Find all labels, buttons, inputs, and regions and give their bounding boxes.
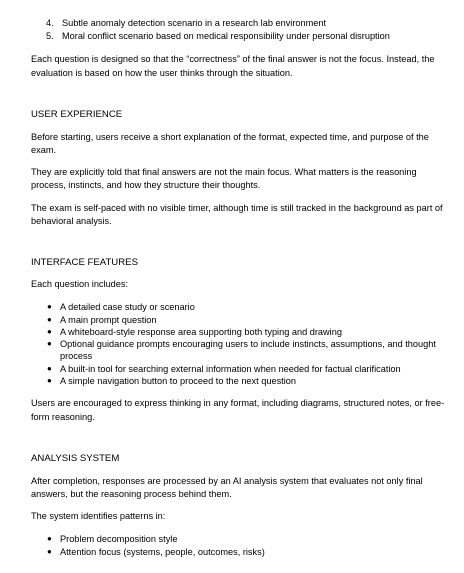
list-item-text: Moral conflict scenario based on medical responsibility under personal disruption: [62, 31, 390, 42]
intro-paragraph: Each question is designed so that the “correctness” of the final answer is not the focus. Instead, the evaluation is based on how the user thinks through the situation.: [31, 54, 435, 78]
bullet-icon: ●: [47, 314, 52, 324]
list-item: ● A main prompt question: [47, 314, 157, 325]
bullet-icon: ●: [47, 546, 52, 556]
list-item: ● A detailed case study or scenario: [47, 302, 195, 313]
list-item: ● Attention focus (systems, people, outcomes, risks): [47, 546, 265, 557]
analysis-bullet-list: [31, 533, 446, 558]
section-heading-user-experience: USER EXPERIENCE: [31, 108, 123, 120]
interface-closing-paragraph: Users are encouraged to express thinking in any format, including diagrams, structured notes, or free-form reasoning.: [31, 398, 445, 422]
list-item: 4. Subtle anomaly detection scenario in a research lab environment: [46, 17, 446, 30]
section-heading-interface-features: INTERFACE FEATURES: [31, 257, 138, 269]
list-item: ● Optional guidance prompts encouraging users to include instincts, assumptions, and thought process: [47, 339, 436, 362]
list-item: ● A whiteboard-style response area supporting both typing and drawing: [47, 326, 342, 337]
ux-paragraph-2: They are explicitly told that final answers are not the main focus. What matters is the reasoning process, instincts, and how they structure their thoughts.: [31, 167, 417, 191]
bullet-icon: ●: [47, 363, 52, 373]
section-heading-analysis-system: ANALYSIS SYSTEM: [31, 452, 120, 464]
ux-paragraph-1: Before starting, users receive a short explanation of the format, expected time, and purpose of the exam.: [31, 131, 429, 156]
list-item: ● Problem decomposition style: [47, 534, 178, 545]
numbered-list: [31, 17, 446, 43]
interface-bullet-list: [31, 301, 446, 387]
list-item: 5. Moral conflict scenario based on medical responsibility under personal disruption: [46, 30, 446, 43]
bullet-icon: ●: [47, 339, 52, 349]
analysis-paragraph-1: After completion, responses are processed by an AI analysis system that evaluates not only final answers, but the reasoning process behind them.: [31, 475, 423, 499]
list-item: ● A simple navigation button to proceed to the next question: [47, 376, 296, 387]
interface-lead: Each question includes:: [31, 279, 129, 290]
list-item-text: Subtle anomaly detection scenario in a research lab environment: [62, 18, 327, 28]
bullet-icon: ●: [47, 376, 52, 386]
analysis-paragraph-2: The system identifies patterns in:: [31, 511, 166, 522]
ux-paragraph-3: The exam is self-paced with no visible timer, although time is still tracked in the background as part of behavioral analysis.: [31, 202, 443, 226]
bullet-icon: ●: [47, 326, 52, 336]
list-item: ● A built-in tool for searching external information when needed for factual clarification: [47, 363, 401, 374]
bullet-icon: ●: [47, 302, 52, 312]
bullet-icon: ●: [47, 534, 52, 544]
